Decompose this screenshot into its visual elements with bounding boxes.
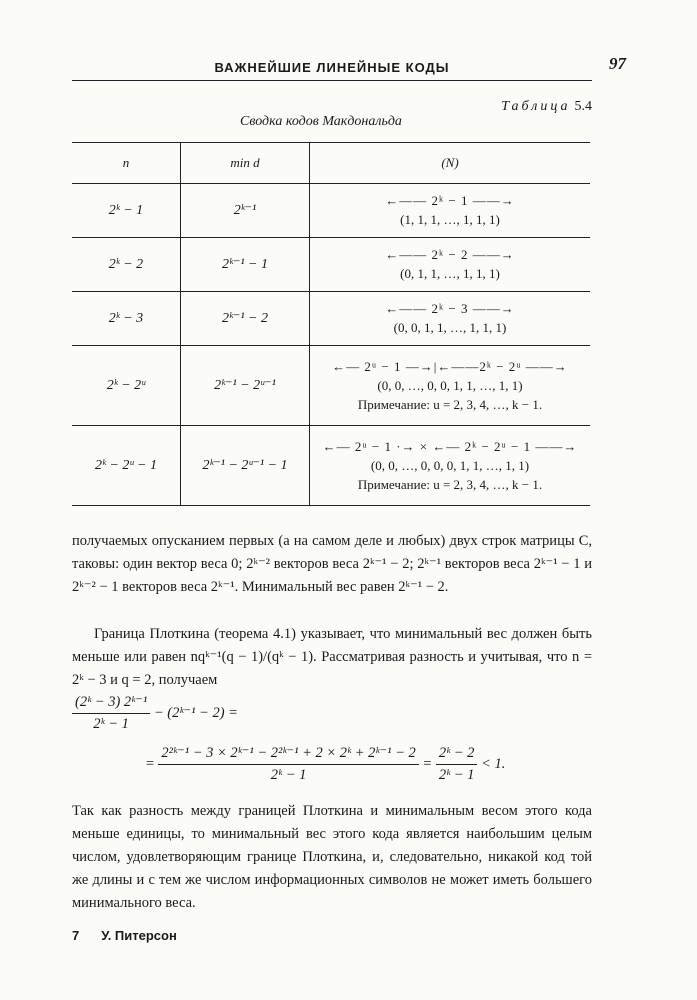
rhs-denominator: 2ᵏ − 1 (270, 767, 307, 783)
paragraph-conclusion: Так как разность между границей Плоткина и минимальным весом этого кода меньше единицы, то минимальный вес этого кода является наибольшим целым числом, удовлетворяющим границе Плоткина, и, следовательно, никакой код той же длины и с тем же числом информационных символов не может иметь большего минимального веса. (72, 803, 592, 911)
cell-vector (310, 238, 591, 292)
length-arrows: ←—— 2ᵏ − 3 ——→ (385, 301, 515, 316)
rhs-lead-equals: = (145, 755, 155, 772)
row-note: Примечание: u = 2, 3, 4, …, k − 1. (357, 476, 543, 492)
cell-vector (310, 426, 591, 506)
cell-min-d: 2ᵏ⁻¹ − 2 (181, 292, 310, 346)
cell-min-d: 2ᵏ⁻¹ − 2ᵘ⁻¹ (181, 346, 310, 426)
column-header-n: n (72, 143, 181, 184)
length-arrows: ←—— 2ᵏ − 2 ——→ (385, 247, 515, 262)
equation-line-2 (145, 745, 505, 784)
table-row (72, 346, 590, 426)
table-row (72, 292, 590, 346)
rhs-equals: = (422, 755, 433, 772)
rhs-tail: < 1. (481, 755, 506, 772)
column-header-n-vector: (N) (310, 143, 591, 184)
table-label-word: Таблица (501, 99, 571, 114)
vector-value: (0, 0, …, 0, 0, 0, 1, 1, …, 1, 1) (370, 457, 530, 473)
rhs-simplified-fraction (436, 745, 478, 784)
table-label (501, 99, 592, 115)
signature-mark: 7 (72, 928, 80, 943)
paragraph-weights: получаемых опусканием первых (а на самом деле и любых) двух строк матрицы C, таковы: один вектор веса 0; 2ᵏ⁻² векторов веса 2ᵏ⁻¹ − 2; 2ᵏ⁻¹ векторов веса 2ᵏ⁻¹ − 1 и 2ᵏ⁻² − 1 векторов веса 2ᵏ⁻¹. Минимальный вес равен 2ᵏ⁻¹ − 2. (72, 533, 592, 595)
lhs-numerator: (2ᵏ − 3) 2ᵏ⁻¹ (72, 694, 150, 714)
cell-n: 2ᵏ − 2ᵘ (72, 346, 181, 426)
row-note: Примечание: u = 2, 3, 4, …, k − 1. (357, 396, 543, 412)
page-number: 97 (609, 54, 626, 73)
table-row (72, 238, 590, 292)
rhs-fraction (158, 745, 418, 784)
length-arrows: ←—— 2ᵏ − 1 ——→ (385, 193, 515, 208)
rhs-simplified-numerator: 2ᵏ − 2 (436, 745, 478, 765)
paragraph-plotkin-bound: Граница Плоткина (теорема 4.1) указывает, что минимальный вес должен быть меньше или равен nqᵏ⁻¹(q − 1)/(qᵏ − 1). Рассматривая разность и учитывая, что n = 2ᵏ − 3 и q = 2, получаем (72, 626, 592, 688)
cell-vector (310, 292, 591, 346)
cell-n: 2ᵏ − 1 (72, 184, 181, 238)
length-arrows: ←— 2ᵘ − 1 —→|←——2ᵏ − 2ᵘ ——→ (332, 358, 568, 374)
table-caption: Сводка кодов Макдональда (240, 114, 402, 129)
cell-min-d: 2ᵏ⁻¹ − 1 (181, 238, 310, 292)
lhs-denominator: 2ᵏ − 1 (93, 716, 129, 732)
cell-min-d: 2ᵏ⁻¹ − 2ᵘ⁻¹ − 1 (181, 426, 310, 506)
author-name: У. Питерсон (101, 928, 177, 943)
vector-value: (1, 1, 1, …, 1, 1, 1) (400, 212, 500, 227)
page-header (72, 54, 626, 81)
vector-value: (0, 1, 1, …, 1, 1, 1) (400, 266, 500, 281)
vector-value: (0, 0, …, 0, 0, 1, 1, …, 1, 1) (377, 377, 523, 393)
cell-n: 2ᵏ − 2 (72, 238, 181, 292)
vector-value: (0, 0, 1, 1, …, 1, 1, 1) (393, 320, 507, 335)
column-header-min-d: min d (181, 143, 310, 184)
running-title: ВАЖНЕЙШИЕ ЛИНЕЙНЫЕ КОДЫ (214, 60, 450, 75)
table-row (72, 426, 590, 506)
rhs-simplified-denominator: 2ᵏ − 1 (438, 767, 475, 783)
table-number: 5.4 (574, 99, 592, 114)
equation-line-1 (72, 694, 238, 733)
rhs-numerator: 2²ᵏ⁻¹ − 3 × 2ᵏ⁻¹ − 2²ᵏ⁻¹ + 2 × 2ᵏ + 2ᵏ⁻¹ − 2 (158, 745, 418, 765)
cell-vector (310, 346, 591, 426)
macdonald-codes-table (72, 142, 590, 506)
cell-n: 2ᵏ − 2ᵘ − 1 (72, 426, 181, 506)
lhs-fraction (72, 694, 150, 733)
length-arrows: ←— 2ᵘ − 1 ·→ × ←— 2ᵏ − 2ᵘ − 1 ——→ (322, 438, 578, 454)
table-row (72, 184, 590, 238)
lhs-rest: − (2ᵏ⁻¹ − 2) = (153, 704, 238, 721)
cell-vector (310, 184, 591, 238)
page-footer (72, 928, 199, 943)
cell-min-d: 2ᵏ⁻¹ (181, 184, 310, 238)
cell-n: 2ᵏ − 3 (72, 292, 181, 346)
